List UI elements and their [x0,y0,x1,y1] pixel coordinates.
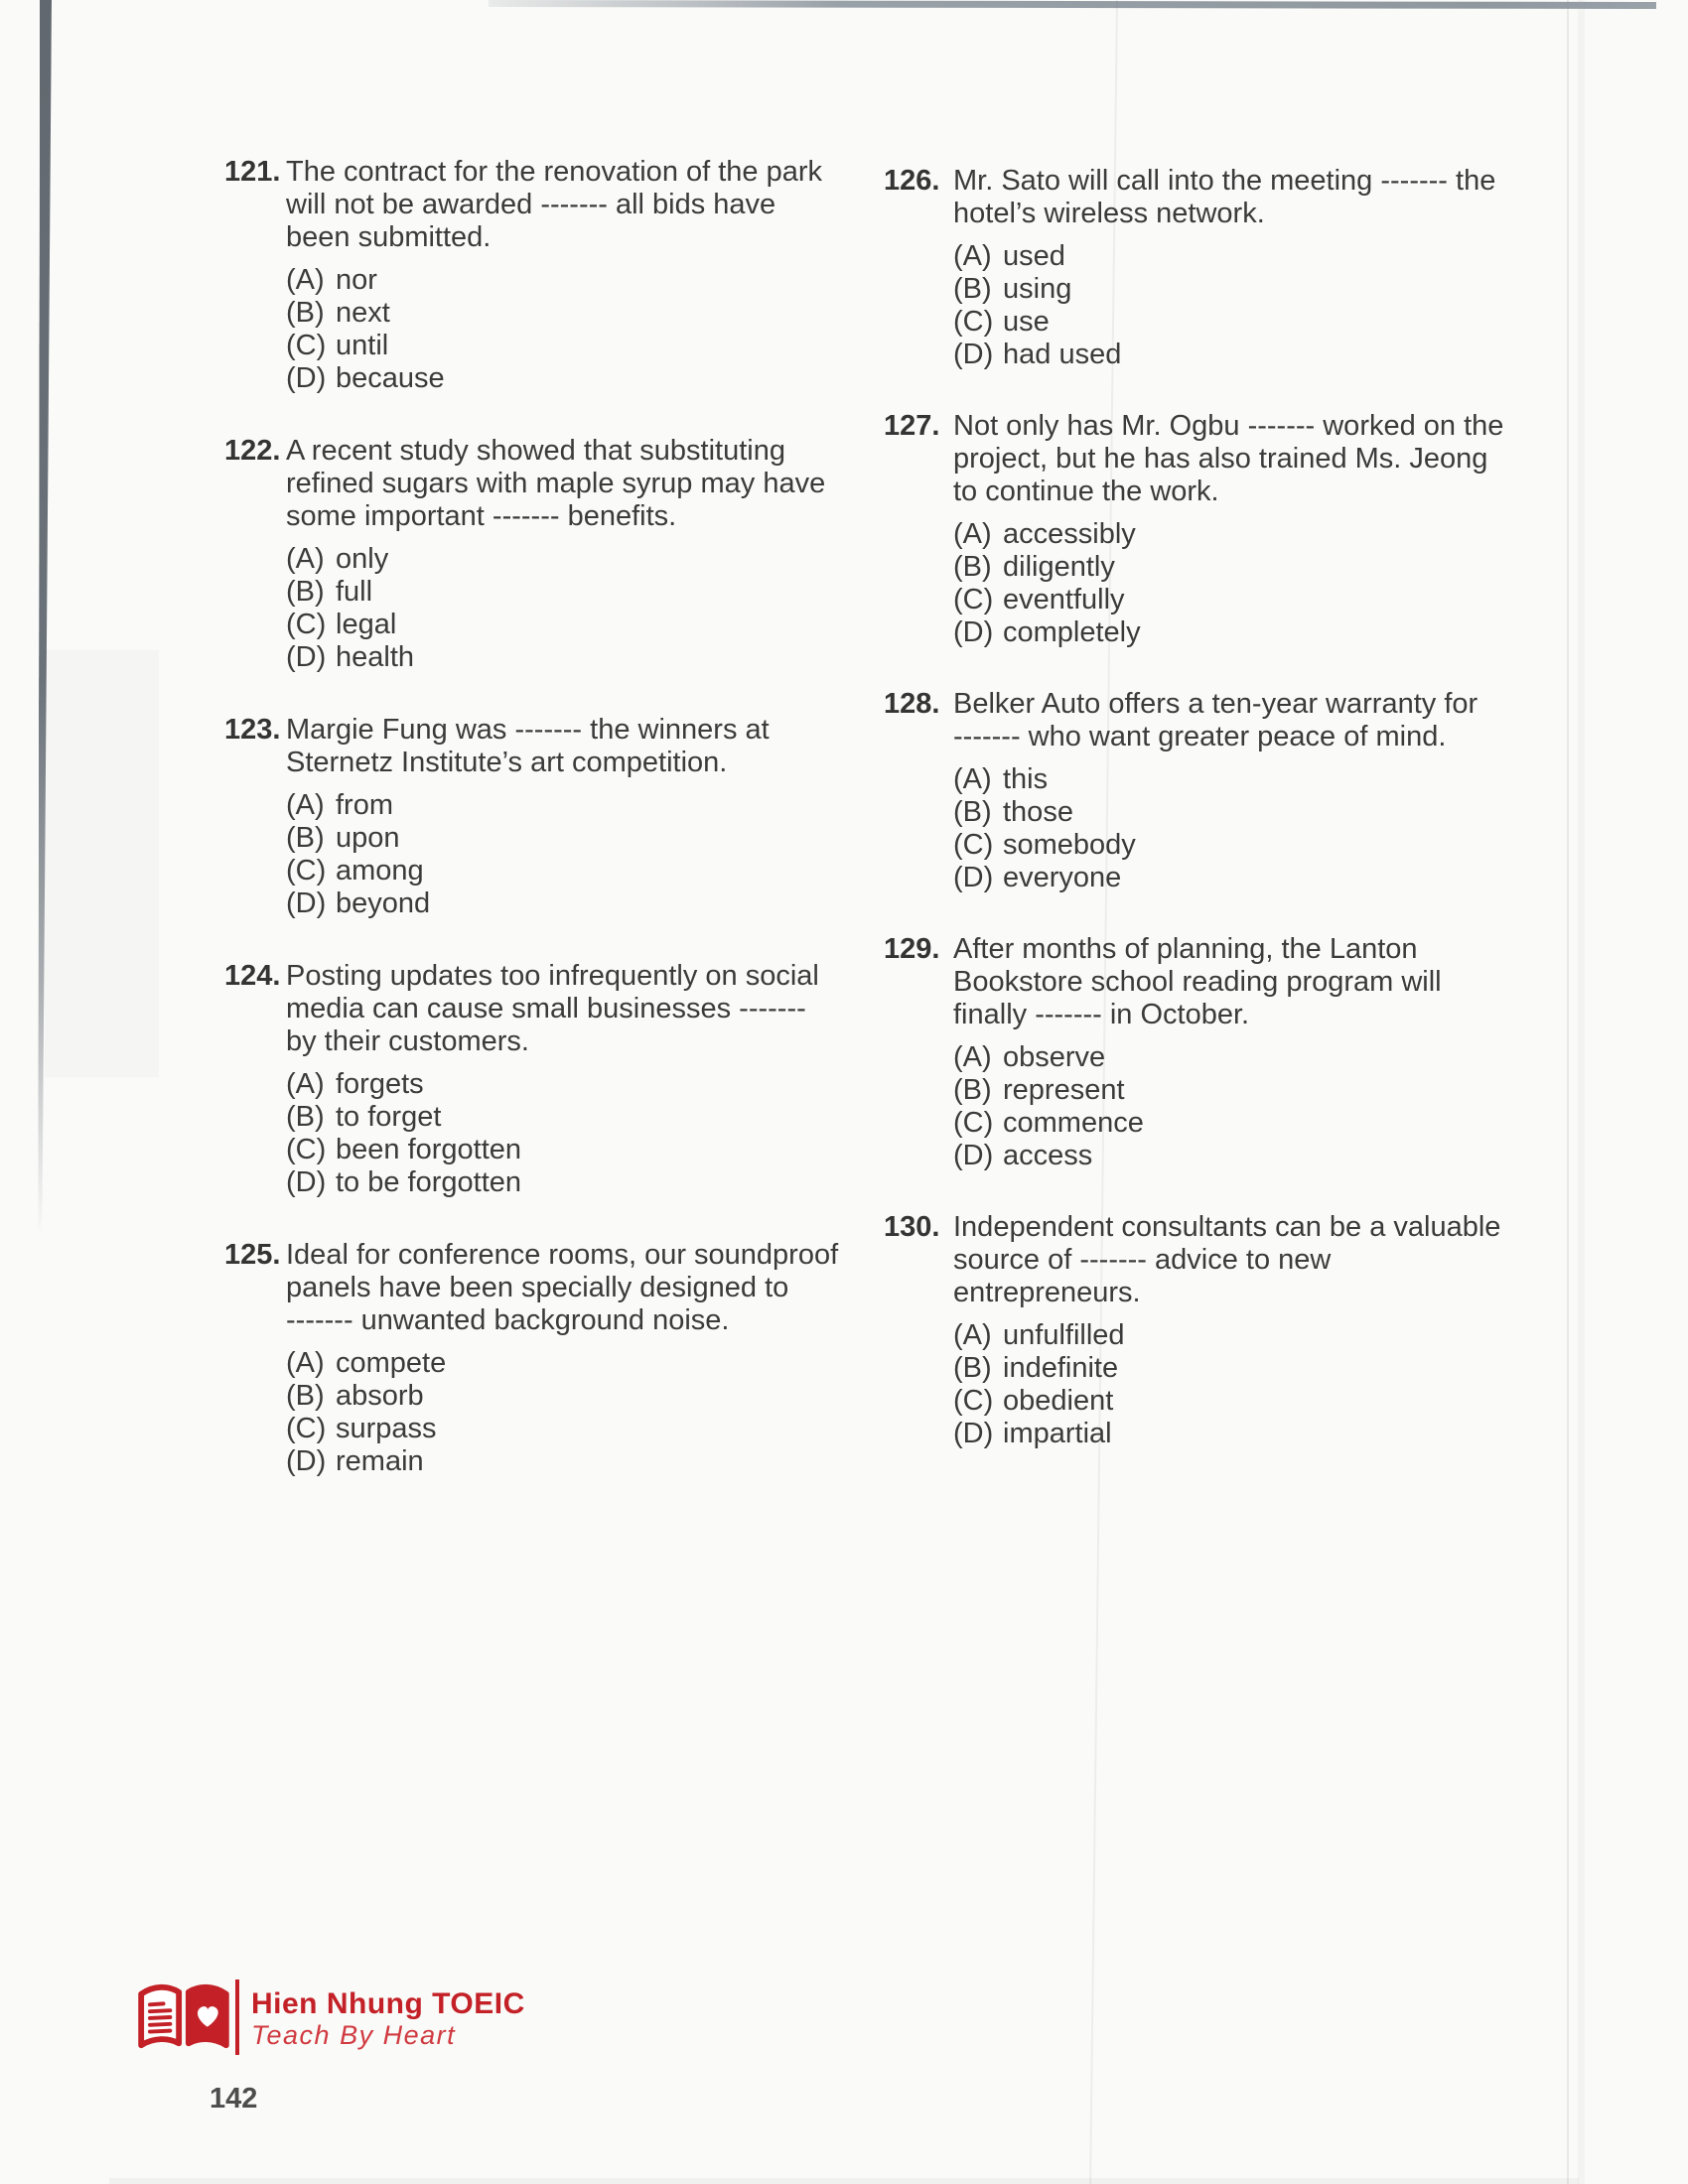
page-number: 142 [210,2083,258,2115]
option-text: beyond [336,887,431,919]
question-text-line: panels have been specially designed to [286,1272,789,1303]
option-letter: (A) [286,543,325,575]
option-letter: (D) [286,887,327,919]
answer-options [953,1041,1442,1172]
question-text-line: ------- unwanted background noise. [286,1304,730,1336]
option-text: from [336,789,393,821]
answer-option [286,1134,819,1166]
answer-options [286,789,770,920]
answer-option [286,641,825,674]
question [224,1239,839,1478]
answer-options [953,1319,1500,1450]
option-letter: (D) [953,616,994,648]
answer-option [286,1445,838,1478]
answer-options [953,518,1503,649]
question-text-line: will not be awarded ------- all bids have [286,189,776,220]
answer-option [286,1347,838,1380]
option-letter: (D) [286,1445,327,1477]
answer-option [953,1041,1442,1074]
option-letter: (C) [953,306,994,338]
question-body [286,960,819,1199]
question-number: 128. [884,688,940,720]
option-text: everyone [1003,862,1122,893]
option-text: somebody [1003,829,1136,861]
question-number: 124. [224,960,281,992]
answer-option [286,822,770,855]
question [224,960,820,1199]
answer-option [953,1140,1442,1172]
question-text-line: Belker Auto offers a ten-year warranty for [953,688,1478,720]
scan-smudge [45,650,159,1077]
option-letter: (C) [953,1385,994,1417]
answer-option [286,609,825,641]
question-text-line: been submitted. [286,221,492,253]
answer-option [286,330,822,362]
option-letter: (D) [953,339,994,370]
option-letter: (D) [286,641,327,673]
option-text: absorb [336,1380,424,1412]
page-edge-shadow-right [1578,0,1585,2184]
question-text-line: Sternetz Institute’s art competition. [286,747,728,778]
option-letter: (B) [286,822,325,854]
option-letter: (A) [953,240,992,272]
answer-option [953,829,1477,862]
option-text: this [1003,763,1049,795]
answer-option [953,339,1495,371]
option-letter: (D) [953,862,994,893]
option-text: upon [336,822,400,854]
answer-option [286,1413,838,1445]
answer-options [953,240,1495,371]
option-text: completely [1003,616,1141,648]
question [884,1211,1539,1450]
question-text-line: Margie Fung was ------- the winners at [286,714,770,746]
option-text: health [336,641,415,673]
answer-option [953,240,1495,273]
answer-option [953,616,1503,649]
question-text-line: After months of planning, the Lanton [953,933,1418,965]
option-text: legal [336,609,397,640]
page-fold-line-right [1567,0,1569,2184]
answer-options [953,763,1477,894]
option-text: using [1003,273,1072,305]
option-letter: (B) [953,1074,992,1106]
option-text: until [336,330,389,361]
question [884,688,1539,894]
option-text: only [336,543,389,575]
option-text: eventfully [1003,584,1125,615]
question-text-line: entrepreneurs. [953,1277,1141,1308]
answer-option [953,518,1503,551]
question-number: 121. [224,156,281,188]
answer-options [286,1347,838,1478]
question-text-line: Bookstore school reading program will [953,966,1442,998]
question-body [286,1239,838,1478]
question-number: 130. [884,1211,940,1243]
answer-option [286,887,770,920]
option-text: use [1003,306,1050,338]
question-text-line: Mr. Sato will call into the meeting ------- the [953,165,1496,197]
option-letter: (D) [286,1166,327,1198]
question-text-line: Independent consultants can be a valuable [953,1211,1501,1243]
question [224,714,820,920]
answer-option [286,297,822,330]
option-letter: (C) [953,1107,994,1139]
option-letter: (A) [286,789,325,821]
question-text-line: finally ------- in October. [953,999,1250,1030]
option-text: remain [336,1445,424,1477]
answer-option [286,1380,838,1413]
option-text: among [336,855,424,887]
option-text: accessibly [1003,518,1136,550]
answer-option [953,1352,1500,1385]
option-letter: (A) [286,264,325,296]
question-number: 122. [224,435,281,467]
option-text: had used [1003,339,1122,370]
option-text: full [336,576,373,608]
option-letter: (A) [953,1041,992,1073]
option-text: represent [1003,1074,1125,1106]
option-letter: (D) [953,1418,994,1449]
brand-logo [135,1979,602,2055]
option-letter: (C) [286,1413,327,1444]
question-text-line: some important ------- benefits. [286,500,677,532]
option-text: next [336,297,390,329]
option-letter: (C) [286,855,327,887]
answer-option [286,789,770,822]
option-letter: (D) [286,362,327,394]
option-text: nor [336,264,377,296]
answer-option [953,551,1503,584]
answer-option [953,1074,1442,1107]
brand-tagline: Teach By Heart [251,2020,457,2050]
question-text-line: refined sugars with maple syrup may have [286,468,826,499]
column-right [884,165,1539,1489]
option-text: been forgotten [336,1134,522,1165]
answer-option [286,1101,819,1134]
option-letter: (A) [286,1347,325,1379]
scan-edge-bottom [109,2178,1579,2184]
option-letter: (B) [286,1380,325,1412]
option-text: unfulfilled [1003,1319,1125,1351]
question-text-line: The contract for the renovation of the park [286,156,823,188]
question-text-line: source of ------- advice to new [953,1244,1332,1276]
option-text: those [1003,796,1073,828]
option-letter: (A) [953,763,992,795]
option-text: to forget [336,1101,442,1133]
option-letter: (C) [286,609,327,640]
question-number: 126. [884,165,940,197]
answer-option [953,862,1477,894]
question [224,156,823,395]
option-text: commence [1003,1107,1144,1139]
question-text-line: ------- who want greater peace of mind. [953,721,1447,752]
option-text: impartial [1003,1418,1112,1449]
option-text: indefinite [1003,1352,1119,1384]
question-body [953,688,1477,894]
option-text: because [336,362,445,394]
option-letter: (B) [286,297,325,329]
answer-option [953,1107,1442,1140]
question-text-line: by their customers. [286,1025,529,1057]
answer-option [953,273,1495,306]
option-text: obedient [1003,1385,1114,1417]
option-letter: (B) [953,273,992,305]
question-text-line: Posting updates too infrequently on social [286,960,819,992]
answer-option [286,543,825,576]
question-number: 129. [884,933,940,965]
answer-option [286,855,770,887]
option-text: surpass [336,1413,437,1444]
answer-options [286,543,825,674]
answer-option [286,576,825,609]
answer-option [286,362,822,395]
question-text-line: to continue the work. [953,476,1219,507]
option-letter: (B) [953,551,992,583]
option-letter: (B) [286,576,325,608]
question [884,410,1539,649]
question-body [286,714,770,920]
answer-option [953,306,1495,339]
option-text: compete [336,1347,447,1379]
option-letter: (A) [953,518,992,550]
answer-option [953,796,1477,829]
option-letter: (C) [953,584,994,615]
option-text: to be forgotten [336,1166,522,1198]
option-letter: (A) [286,1068,325,1100]
option-letter: (D) [953,1140,994,1171]
question-body [953,410,1503,649]
option-letter: (A) [953,1319,992,1351]
answer-options [286,1068,819,1199]
question-text-line: project, but he has also trained Ms. Jeong [953,443,1488,475]
option-text: used [1003,240,1065,272]
option-letter: (C) [953,829,994,861]
question-body [953,933,1442,1172]
option-text: forgets [336,1068,424,1100]
question [224,435,826,674]
scan-edge-top [489,0,1656,9]
option-letter: (B) [286,1101,325,1133]
option-letter: (C) [286,1134,327,1165]
question-number: 123. [224,714,281,746]
question [884,165,1539,371]
question-text-line: Not only has Mr. Ogbu ------- worked on the [953,410,1504,442]
option-letter: (B) [953,796,992,828]
option-letter: (B) [953,1352,992,1384]
answer-option [286,1166,819,1199]
question-body [953,1211,1500,1450]
answer-option [286,264,822,297]
answer-option [953,1385,1500,1418]
logo-divider [235,1979,239,2055]
question-body [286,435,825,674]
option-letter: (C) [286,330,327,361]
open-book-heart-icon [135,1981,232,2053]
answer-option [953,763,1477,796]
question-number: 125. [224,1239,281,1271]
option-text: diligently [1003,551,1115,583]
question-number: 127. [884,410,940,442]
answer-options [286,264,822,395]
question-body [286,156,822,395]
option-text: observe [1003,1041,1106,1073]
question-text-line: Ideal for conference rooms, our soundproof [286,1239,839,1271]
question-text-line: media can cause small businesses ------- [286,993,806,1024]
answer-option [953,584,1503,616]
brand-name: Hien Nhung TOEIC [251,1987,525,2020]
option-text: access [1003,1140,1093,1171]
answer-option [286,1068,819,1101]
question-text-line: hotel’s wireless network. [953,198,1265,229]
answer-option [953,1418,1500,1450]
question-body [953,165,1495,371]
answer-option [953,1319,1500,1352]
question-text-line: A recent study showed that substituting [286,435,785,467]
column-left [224,156,839,1518]
question [884,933,1539,1172]
